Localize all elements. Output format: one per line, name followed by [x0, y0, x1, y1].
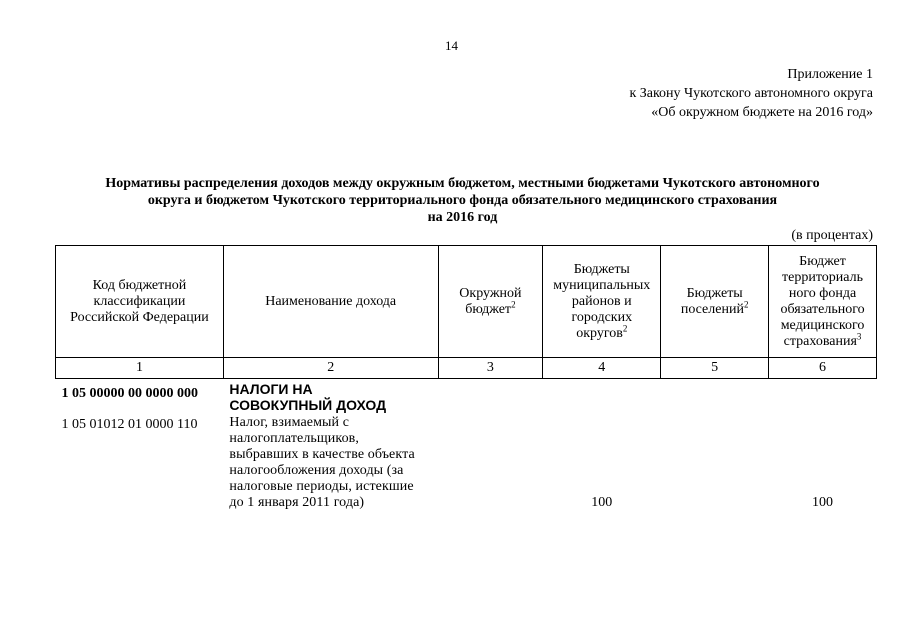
column-number: 5	[661, 358, 769, 379]
table-header-row	[56, 246, 877, 358]
header-code: Код бюджетной классификации Российской Федерации	[56, 246, 224, 358]
value-municipal-budgets: 100	[591, 495, 613, 510]
column-number: 3	[438, 358, 543, 379]
row-name: Налог, взимаемый с налогоплательщиков, выбравших в качестве объекта налогообложения доходы (за налоговые периоды, истекшие до 1 января 2011 года)	[229, 415, 415, 510]
value-settlement-budgets	[661, 413, 769, 511]
table-row	[56, 379, 877, 414]
appendix-heading	[629, 65, 873, 122]
page-number: 14	[445, 38, 458, 53]
row-code: 1 05 00000 00 0000 000	[61, 386, 198, 401]
appendix-line-2: к Закону Чукотского автономного округа	[629, 86, 873, 101]
appendix-line-1: Приложение 1	[787, 67, 873, 82]
units-note: (в процентах)	[791, 228, 873, 243]
column-number: 4	[543, 358, 661, 379]
value-district-budget	[438, 413, 543, 511]
header-district-budget: Окружной бюджет$^2$	[438, 246, 543, 358]
header-name: Наименование дохода	[223, 246, 438, 358]
title-line-1: Нормативы распределения доходов между окружным бюджетом, местными бюджетами Чукотского автономного	[105, 176, 820, 191]
row-code: 1 05 01012 01 0000 110	[61, 417, 198, 432]
column-number: 6	[769, 358, 877, 379]
header-settlement-budgets: Бюджеты поселений$^2$	[661, 246, 769, 358]
column-number: 1	[56, 358, 224, 379]
title-line-2: округа и бюджетом Чукотского территориального фонда обязательного медицинского страхования	[147, 193, 778, 208]
table-row	[56, 413, 877, 511]
column-number-row	[56, 358, 877, 379]
appendix-line-3: «Об окружном бюджете на 2016 год»	[651, 105, 873, 120]
document-title	[60, 175, 865, 226]
header-insurance-fund: Бюджет территориаль ного фонда обязательного медицинского страхования$^3$	[769, 246, 877, 358]
header-municipal-budgets: Бюджеты муниципальных районов и городских округов$^2$	[543, 246, 661, 358]
column-number: 2	[223, 358, 438, 379]
value-insurance-fund: 100	[812, 495, 834, 510]
row-name: НАЛОГИ НА СОВОКУПНЫЙ ДОХОД	[229, 381, 387, 413]
title-line-3: на 2016 год	[427, 210, 498, 225]
distribution-norms-table	[55, 245, 877, 511]
